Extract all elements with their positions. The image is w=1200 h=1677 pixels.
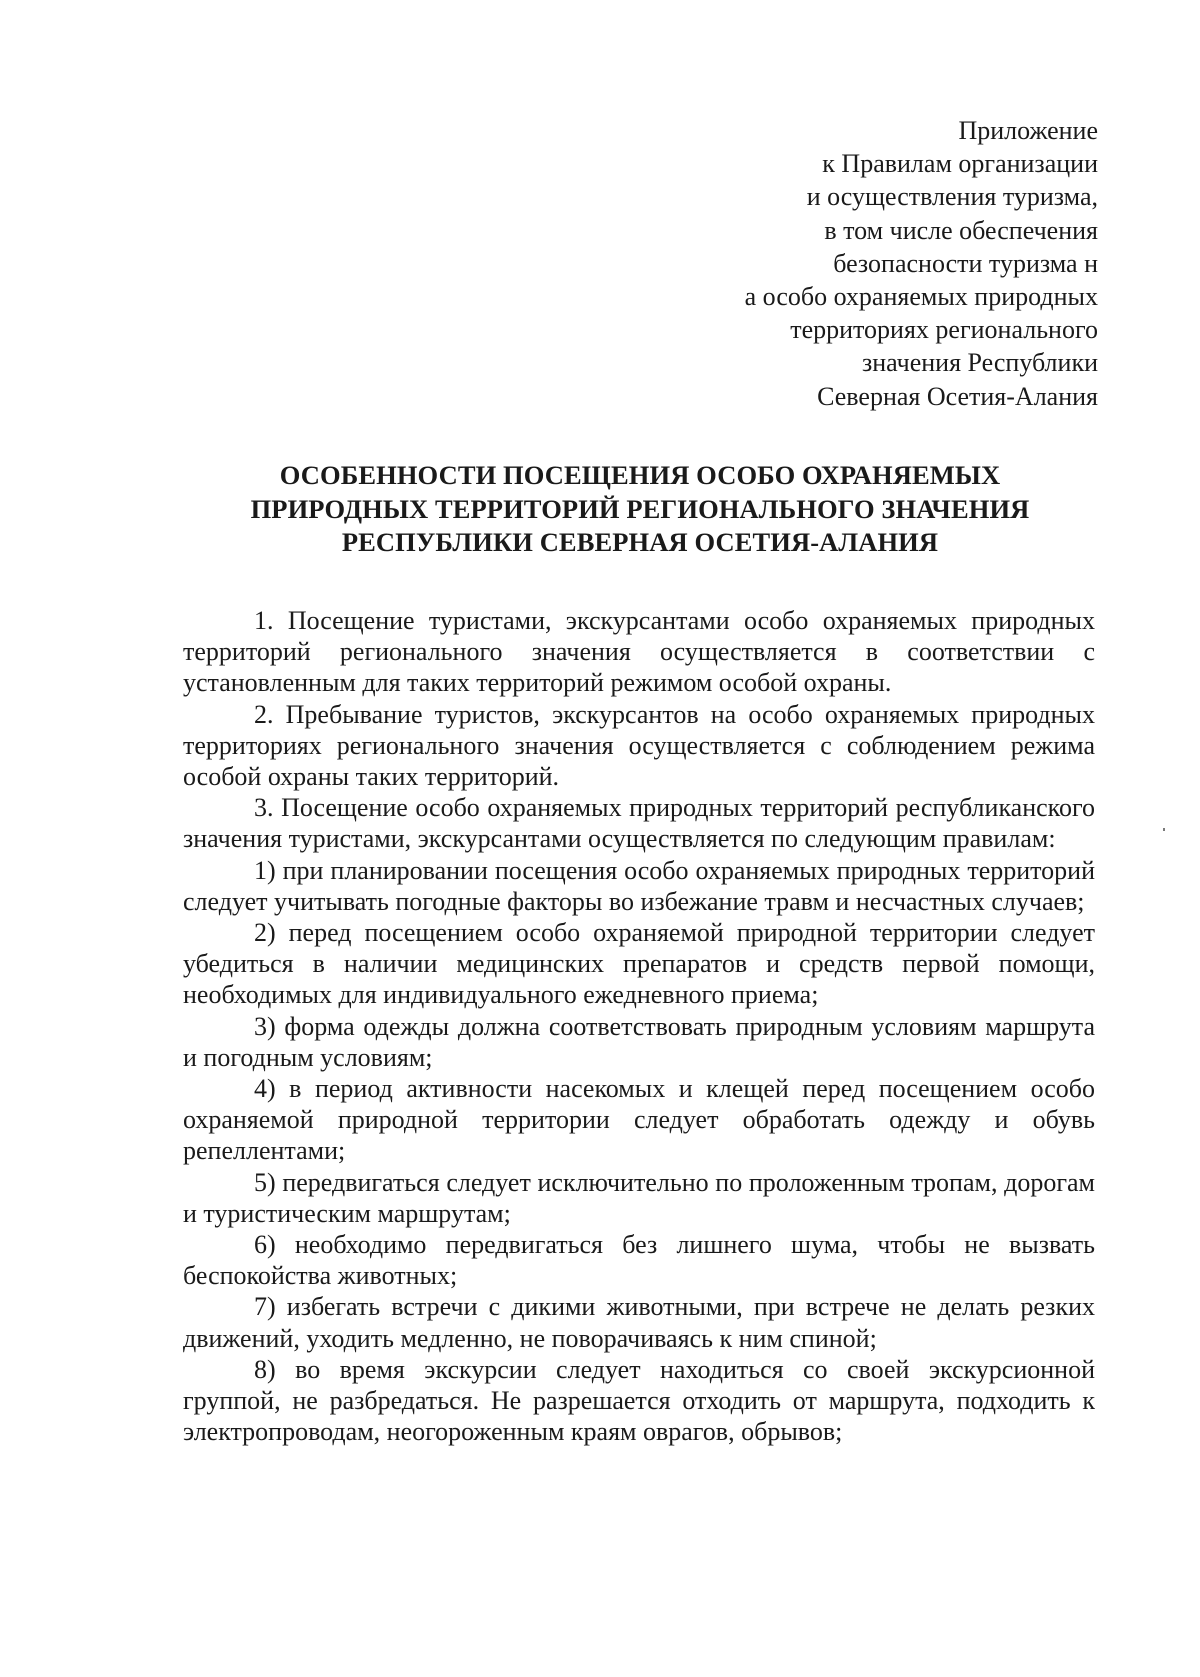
- appendix-line: и осуществления туризма,: [806, 182, 1098, 212]
- appendix-line: значения Республики: [861, 348, 1098, 378]
- appendix-line: а особо охраняемых природных: [744, 282, 1098, 312]
- title-line: РЕСПУБЛИКИ СЕВЕРНАЯ ОСЕТИЯ-АЛАНИЯ: [341, 527, 939, 558]
- document-title: [150, 459, 1130, 560]
- appendix-line: территориях регионального: [790, 315, 1098, 345]
- paragraph-1: 1. Посещение туристами, экскурсантами особо охраняемых природных территорий регионального значения осуществляется в соответствии с установленным для таких территорий режимом особой охраны.: [183, 606, 1095, 698]
- appendix-line: Приложение: [958, 116, 1098, 145]
- appendix-line: Северная Осетия-Алания: [817, 381, 1098, 411]
- rule-item-7: 7) избегать встречи с дикими животными, при встрече не делать резких движений, уходить медленно, не поворачиваясь к ним спиной;: [183, 1292, 1095, 1353]
- appendix-line: к Правилам организации: [822, 149, 1098, 179]
- rule-item-1: 1) при планировании посещения особо охраняемых природных территорий следует учитывать погодные факторы во избежание травм и несчастных случаев;: [183, 855, 1095, 916]
- title-line: ПРИРОДНЫХ ТЕРРИТОРИЙ РЕГИОНАЛЬНОГО ЗНАЧЕНИЯ: [250, 493, 1030, 524]
- paragraph-3: 3. Посещение особо охраняемых природных территорий республиканского значения туристами, экскурсантами осуществляется по следующим правилам:: [183, 793, 1095, 854]
- rule-item-2: 2) перед посещением особо охраняемой природной территории следует убедиться в наличии медицинских препаратов и средств первой помощи, необходимых для индивидуального ежедневного приема;: [183, 918, 1095, 1010]
- title-line: ОСОБЕННОСТИ ПОСЕЩЕНИЯ ОСОБО ОХРАНЯЕМЫХ: [279, 460, 1001, 490]
- rule-item-8: 8) во время экскурсии следует находиться со своей экскурсионной группой, не разбредаться. Не разрешается отходить от маршрута, подходить к электропроводам, неогороженным краям оврагов, обрывов;: [183, 1354, 1095, 1447]
- rule-item-6: 6) необходимо передвигаться без лишнего шума, чтобы не вызвать беспокойства животных;: [183, 1230, 1095, 1291]
- scan-speck: [1163, 828, 1165, 831]
- rule-item-5: 5) передвигаться следует исключительно по проложенным тропам, дорогам и туристическим маршрутам;: [183, 1167, 1095, 1228]
- appendix-header: [398, 114, 1098, 413]
- rule-item-3: 3) форма одежды должна соответствовать природным условиям маршрута и погодным условиям;: [183, 1011, 1095, 1072]
- appendix-line: в том числе обеспечения: [824, 215, 1098, 245]
- document-body: [183, 605, 1095, 1447]
- paragraph-2: 2. Пребывание туристов, экскурсантов на особо охраняемых природных территориях регионального значения осуществляется с соблюдением режима особой охраны таких территорий.: [183, 699, 1095, 792]
- rule-item-4: 4) в период активности насекомых и клещей перед посещением особо охраняемой природной территории следует обработать одежду и обувь репеллентами;: [183, 1074, 1095, 1166]
- appendix-line: безопасности туризма н: [833, 248, 1098, 278]
